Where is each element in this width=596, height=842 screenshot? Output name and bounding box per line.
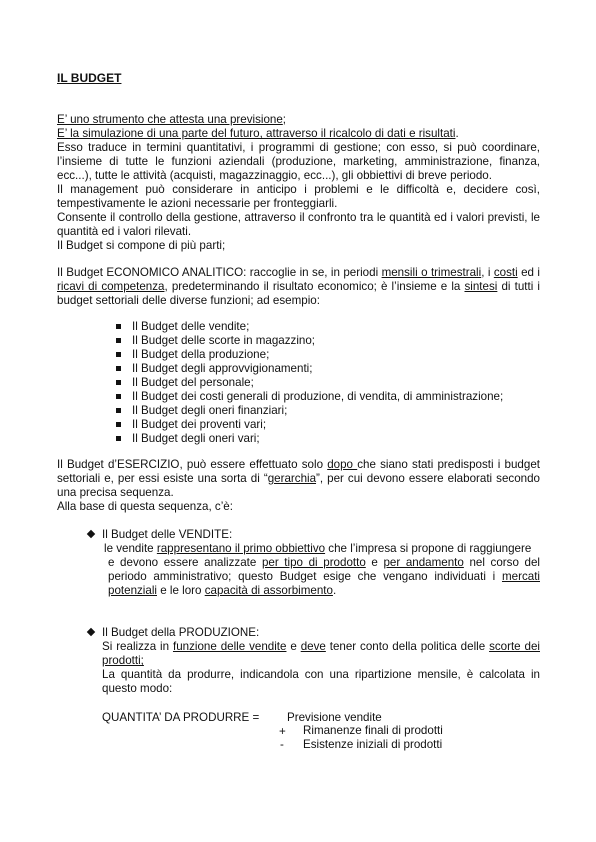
square-bullet-icon	[116, 352, 121, 357]
document-title: IL BUDGET	[57, 71, 122, 85]
square-bullet-icon	[116, 408, 121, 413]
intro-paragraph-1: Esso traduce in termini quantitativi, i programmi di gestione; con esso, si può coordinare, l’insieme di tutte le funzioni aziendali (produzione, marketing, amministrazione, finanza, ecc...), tutte le attività (acquisti, magazzinaggio, ecc...), gli obbiettivi di breve periodo.	[57, 141, 540, 182]
intro-line-1: E’ uno strumento che attesta una previsione;	[57, 113, 287, 126]
formula-operator-plus: +	[279, 725, 286, 738]
vendite-line-2: e devono essere analizzate per tipo di prodotto e per andamento nel corso del periodo amministrativo; questo Budget esige che vengano individuati i mercati potenziali e le loro capacità di assorbimento.	[108, 556, 540, 597]
list-item: Il Budget degli oneri vari;	[114, 432, 503, 446]
square-bullet-icon	[116, 324, 121, 329]
list-item: Il Budget delle scorte in magazzino;	[114, 334, 503, 348]
formula-lhs: QUANTITA’ DA PRODURRE =	[102, 711, 260, 724]
square-bullet-icon	[116, 422, 121, 427]
square-bullet-icon	[116, 366, 121, 371]
economico-paragraph: Il Budget ECONOMICO ANALITICO: raccoglie in se, in periodi mensili o trimestrali, i costi ed i ricavi di competenza, predeterminando il risultato economico; è l’insieme e la sintesi di tutti i budget settoriali delle diverse funzioni; ad esempio:	[57, 266, 541, 307]
vendite-heading: Il Budget delle VENDITE:	[102, 528, 233, 541]
produzione-line-1: Si realizza in funzione delle vendite e deve tener conto della politica delle scorte dei prodotti;	[102, 640, 540, 667]
intro-paragraph-2: Il management può considerare in anticipo i problemi e le difficoltà e, decidere così, tempestivamente le azioni necessarie per fronteggiarli.	[57, 183, 540, 210]
vendite-item	[85, 528, 540, 598]
list-item: Il Budget del personale;	[114, 376, 503, 390]
produzione-item	[85, 626, 540, 696]
intro-paragraph-4: Il Budget si compone di più parti;	[57, 239, 226, 252]
square-bullet-icon	[116, 394, 121, 399]
formula-operator-minus: -	[280, 738, 284, 751]
square-bullet-icon	[116, 338, 121, 343]
formula-term-2: Rimanenze finali di prodotti	[303, 724, 443, 737]
list-item: Il Budget degli approvvigionamenti;	[114, 362, 503, 376]
intro-line-2: E’ la simulazione di una parte del futuro, attraverso il ricalcolo di dati e risultati.	[57, 127, 459, 140]
list-item: Il Budget delle vendite;	[114, 320, 503, 334]
formula-term-3: Esistenze iniziali di prodotti	[303, 738, 443, 751]
list-item: Il Budget degli oneri finanziari;	[114, 404, 503, 418]
list-item: Il Budget dei costi generali di produzione, di vendita, di amministrazione;	[114, 390, 503, 404]
vendite-line-1: le vendite rappresentano il primo obbiettivo che l’impresa si propone di raggiungere	[104, 542, 532, 555]
list-item: Il Budget della produzione;	[114, 348, 503, 362]
esercizio-paragraph: Il Budget d’ESERCIZIO, può essere effettuato solo dopo che siano stati predisposti i budget settoriali e, per essi esiste una sorta di “gerarchia”, per cui devono essere elaborati secondo una precisa sequenza. Alla base di questa sequenza, c’è:	[57, 458, 540, 513]
square-bullet-icon	[116, 436, 121, 441]
intro-paragraph-3: Consente il controllo della gestione, attraverso il confronto tra le quantità ed i valori previsti, le quantità ed i valori rilevati.	[57, 211, 540, 238]
formula-term-1: Previsione vendite	[287, 711, 382, 724]
produzione-line-2: La quantità da produrre, indicandola con una ripartizione mensile, è calcolata in questo modo:	[102, 668, 540, 695]
budget-list	[114, 320, 503, 446]
list-item: Il Budget dei proventi vari;	[114, 418, 503, 432]
square-bullet-icon	[116, 380, 121, 385]
intro-section	[57, 113, 540, 253]
produzione-heading: Il Budget della PRODUZIONE:	[102, 626, 260, 639]
